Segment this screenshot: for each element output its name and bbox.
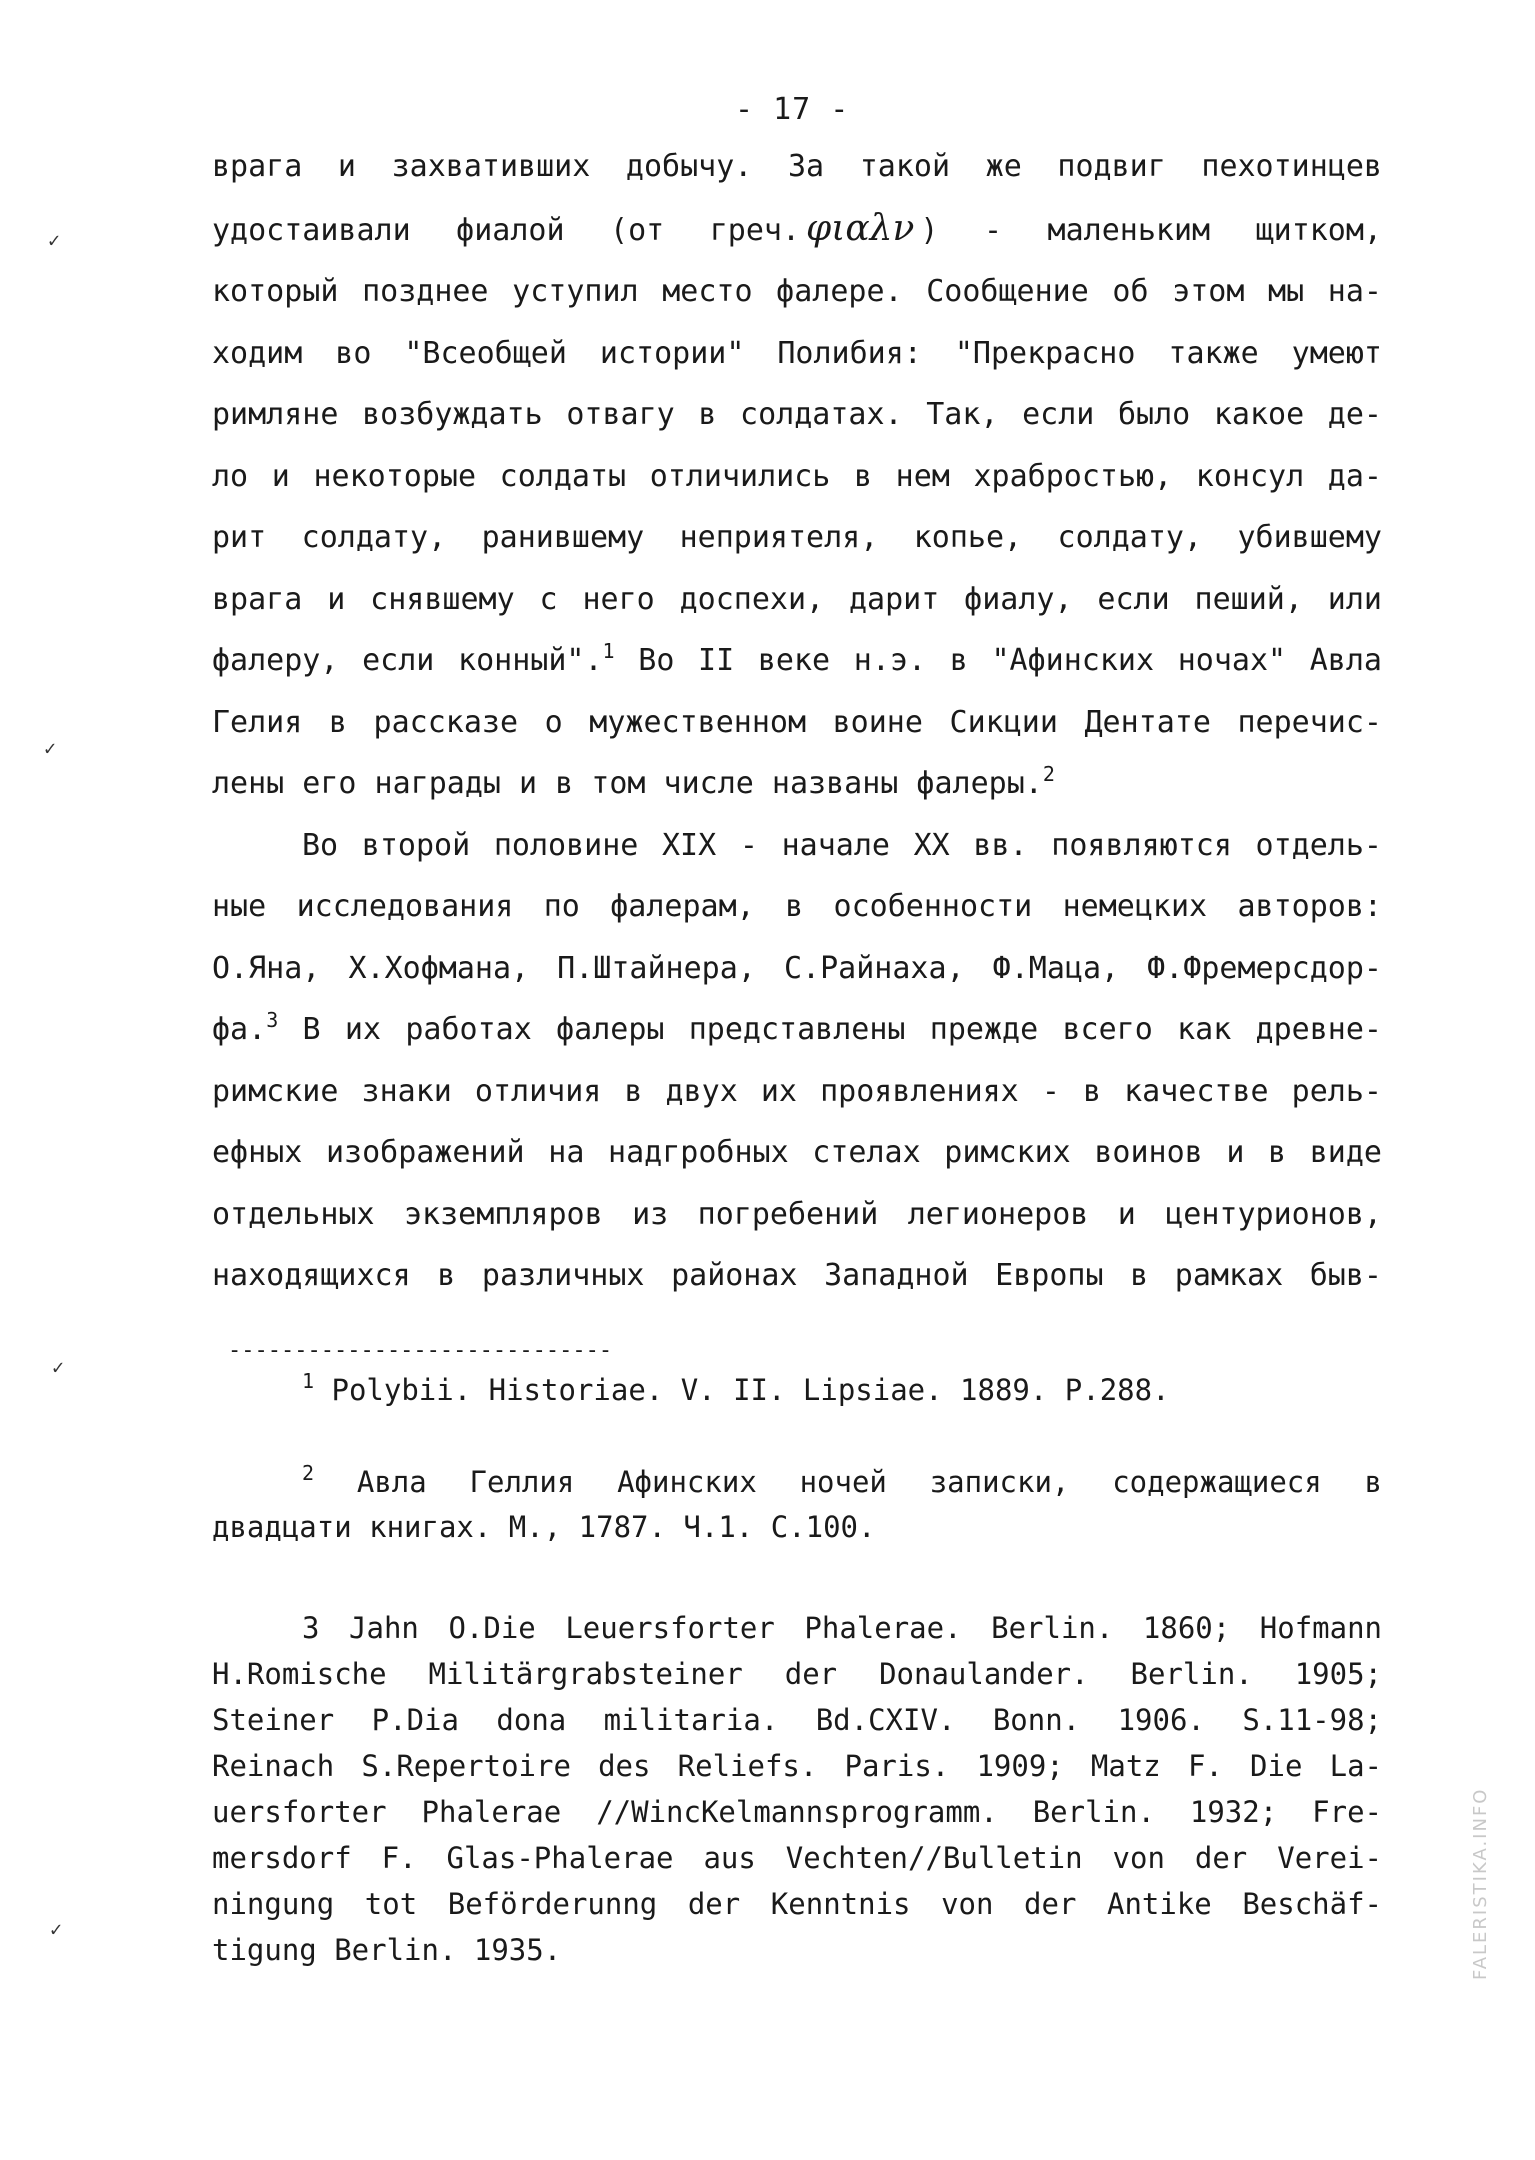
margin-mark: ✓ xyxy=(48,228,61,252)
text-line xyxy=(212,999,1382,1061)
text-line xyxy=(212,630,1382,692)
text-span: В их работах фалеры представлены прежде всего как древне- xyxy=(278,1012,1382,1047)
text-span: удостаивали фиалой (от греч. xyxy=(212,212,801,248)
text-line: tigung Berlin. 1935. xyxy=(212,1933,562,1967)
footnote-1 xyxy=(212,1368,1382,1413)
text-line xyxy=(212,198,1382,262)
text-line: врага и снявшему с него доспехи, дарит фиалу, если пеший, или xyxy=(212,581,1382,617)
footnote-ref-2: 2 xyxy=(1042,762,1055,786)
text-line: 3 Jahn O.Die Leuersforter Phalerae. Berlin. 1860; Hofmann xyxy=(302,1611,1382,1645)
footnote-separator: ----------------------------- xyxy=(228,1338,613,1363)
text-line: Во второй половине XIX - начале XX вв. появляются отдель- xyxy=(302,827,1382,863)
text-line: О.Яна, Х.Хофмана, П.Штайнера, С.Райнаха, Ф.Маца, Ф.Фремерсдор- xyxy=(212,950,1382,986)
paragraph-2 xyxy=(212,815,1382,1307)
text-span: фалеру, если конный". xyxy=(212,643,603,678)
text-line: который позднее уступил место фалере. Сообщение об этом мы на- xyxy=(212,274,1382,309)
footnote-ref-3: 3 xyxy=(266,1008,279,1032)
text-span: фа. xyxy=(212,1012,267,1047)
text-line: врага и захвативших добычу. За такой же подвиг пехотинцев xyxy=(212,149,1382,184)
margin-mark: ✓ xyxy=(50,1917,63,1941)
text-line: uersforter Phalerae //WincKelmannsprogramm. Berlin. 1932; Fre- xyxy=(212,1795,1382,1829)
footnote-3 xyxy=(212,1605,1382,1973)
text-line: отдельных экземпляров из погребений легионеров и центурионов, xyxy=(212,1196,1382,1232)
text-line: ningung tot Beförderunng der Kenntnis von der Antike Beschäf- xyxy=(212,1887,1382,1921)
footnote-2 xyxy=(212,1460,1382,1550)
text-line xyxy=(212,1368,1382,1413)
text-line: рит солдату, ранившему неприятеля, копье, солдату, убившему xyxy=(212,520,1382,555)
main-text xyxy=(212,136,1382,1307)
text-line: двадцати книгах. М., 1787. Ч.1. С.100. xyxy=(212,1510,876,1544)
margin-mark: ✓ xyxy=(52,1355,65,1379)
text-line: Гелия в рассказе о мужественном воине Сикции Дентате перечис- xyxy=(212,704,1382,740)
text-line: находящихся в различных районах Западной Европы в рамках быв- xyxy=(212,1258,1382,1293)
margin-mark: ✓ xyxy=(44,736,57,760)
footnote-number: 1 xyxy=(302,1369,315,1393)
footnote-ref-1: 1 xyxy=(602,639,615,663)
text-line xyxy=(212,1460,1382,1505)
footnote-number: 2 xyxy=(302,1461,315,1485)
text-line: H.Romische Militärgrabsteiner der Donaulander. Berlin. 1905; xyxy=(212,1657,1382,1691)
text-line: ные исследования по фалерам, в особенности немецких авторов: xyxy=(212,889,1382,924)
text-line: ло и некоторые солдаты отличились в нем храбростью, консул да- xyxy=(212,458,1382,494)
text-span: лены его награды и в том числе названы фалеры. xyxy=(212,766,1043,801)
paragraph-1 xyxy=(212,136,1382,815)
text-span: Авла Геллия Афинских ночей записки, содержащиеся в xyxy=(314,1465,1382,1499)
text-line: римские знаки отличия в двух их проявлениях - в качестве рель- xyxy=(212,1073,1382,1109)
text-span: Во II веке н.э. в "Афинских ночах" Авла xyxy=(614,643,1382,678)
text-line: римляне возбуждать отвагу в солдатах. Так, если было какое де- xyxy=(212,397,1382,432)
text-line: mersdorf F. Glas-Phalerae aus Vechten//Bulletin von der Verei- xyxy=(212,1841,1382,1875)
text-line: Steiner P.Dia dona militaria. Bd.CXIV. Bonn. 1906. S.11-98; xyxy=(212,1703,1382,1737)
greek-word: φιαλν xyxy=(806,207,915,249)
text-line xyxy=(212,753,1382,815)
text-line: ефных изображений на надгробных стелах римских воинов и в виде xyxy=(212,1135,1382,1170)
page-number: - 17 - xyxy=(735,92,850,127)
text-line: ходим во "Всеобщей истории" Полибия: "Прекрасно также умеют xyxy=(212,335,1382,371)
text-line: Reinach S.Repertoire des Reliefs. Paris. 1909; Matz F. Die La- xyxy=(212,1749,1382,1783)
watermark: FALERISTIKA.INFO xyxy=(1470,1787,1491,1980)
text-span: Polybii. Historiae. V. II. Lipsiae. 1889. P.288. xyxy=(314,1373,1170,1407)
text-span: ) - маленьким щитком, xyxy=(920,212,1382,248)
